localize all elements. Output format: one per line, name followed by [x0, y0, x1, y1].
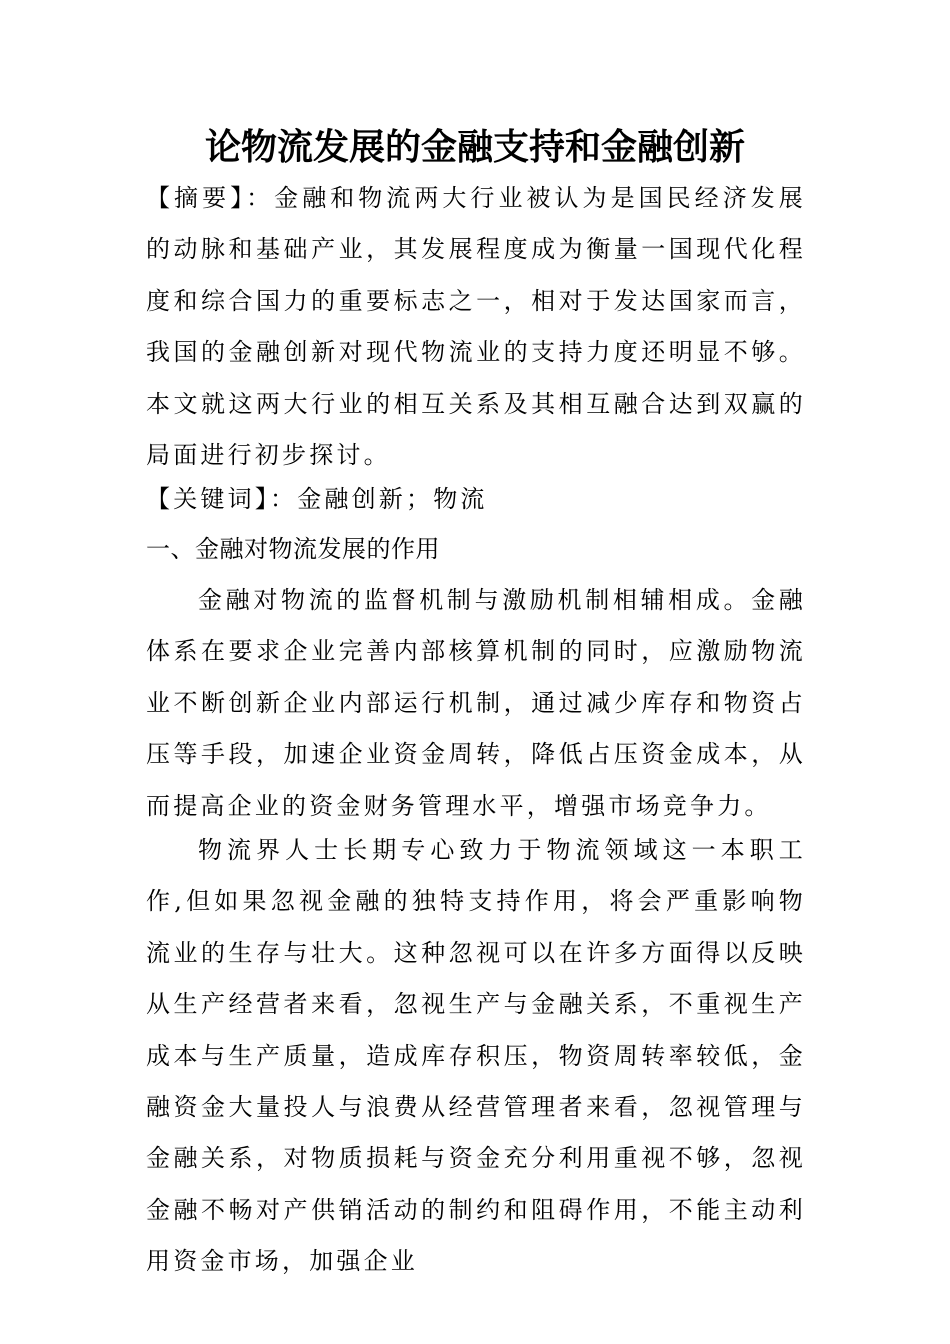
document-title: 论物流发展的金融支持和金融创新 — [204, 126, 745, 168]
body-paragraph-1: 金融对物流的监督机制与激励机制相辅相成。金融体系在要求企业完善内部核算机制的同时，应激励物流业不断创新企业内部运行机制，通过减少库存和物资占压等手段，加速企业资金周转，降低占压资金成本，从而提高企业的资金财务管理水平，增强市场竞争力。 — [146, 586, 806, 820]
abstract-paragraph: 【摘要】：金融和物流两大行业被认为是国民经济发展的动脉和基础产业，其发展程度成为衡量一国现代化程度和综合国力的重要标志之一，相对于发达国家而言，我国的金融创新对现代物流业的支持力度还明显不够。本文就这两大行业的相互关系及其相互融合达到双赢的局面进行初步探讨。 — [146, 184, 806, 470]
section-heading: 一、金融对物流发展的作用 — [146, 535, 440, 563]
keywords-line: 【关键词】：金融创新；物流 — [146, 485, 488, 513]
body-paragraph-2: 物流界人士长期专心致力于物流领域这一本职工作,但如果忽视金融的独特支持作用，将会严重影响物流业的生存与壮大。这种忽视可以在许多方面得以反映从生产经营者来看，忽视生产与金融关系，不重视生产成本与生产质量，造成库存积压，物资周转率较低，金融资金大量投人与浪费从经营管理者来看，忽视管理与金融关系，对物质损耗与资金充分利用重视不够，忽视金融不畅对产供销活动的制约和阻碍作用，不能主动利用资金市场，加强企业 — [146, 836, 806, 1276]
